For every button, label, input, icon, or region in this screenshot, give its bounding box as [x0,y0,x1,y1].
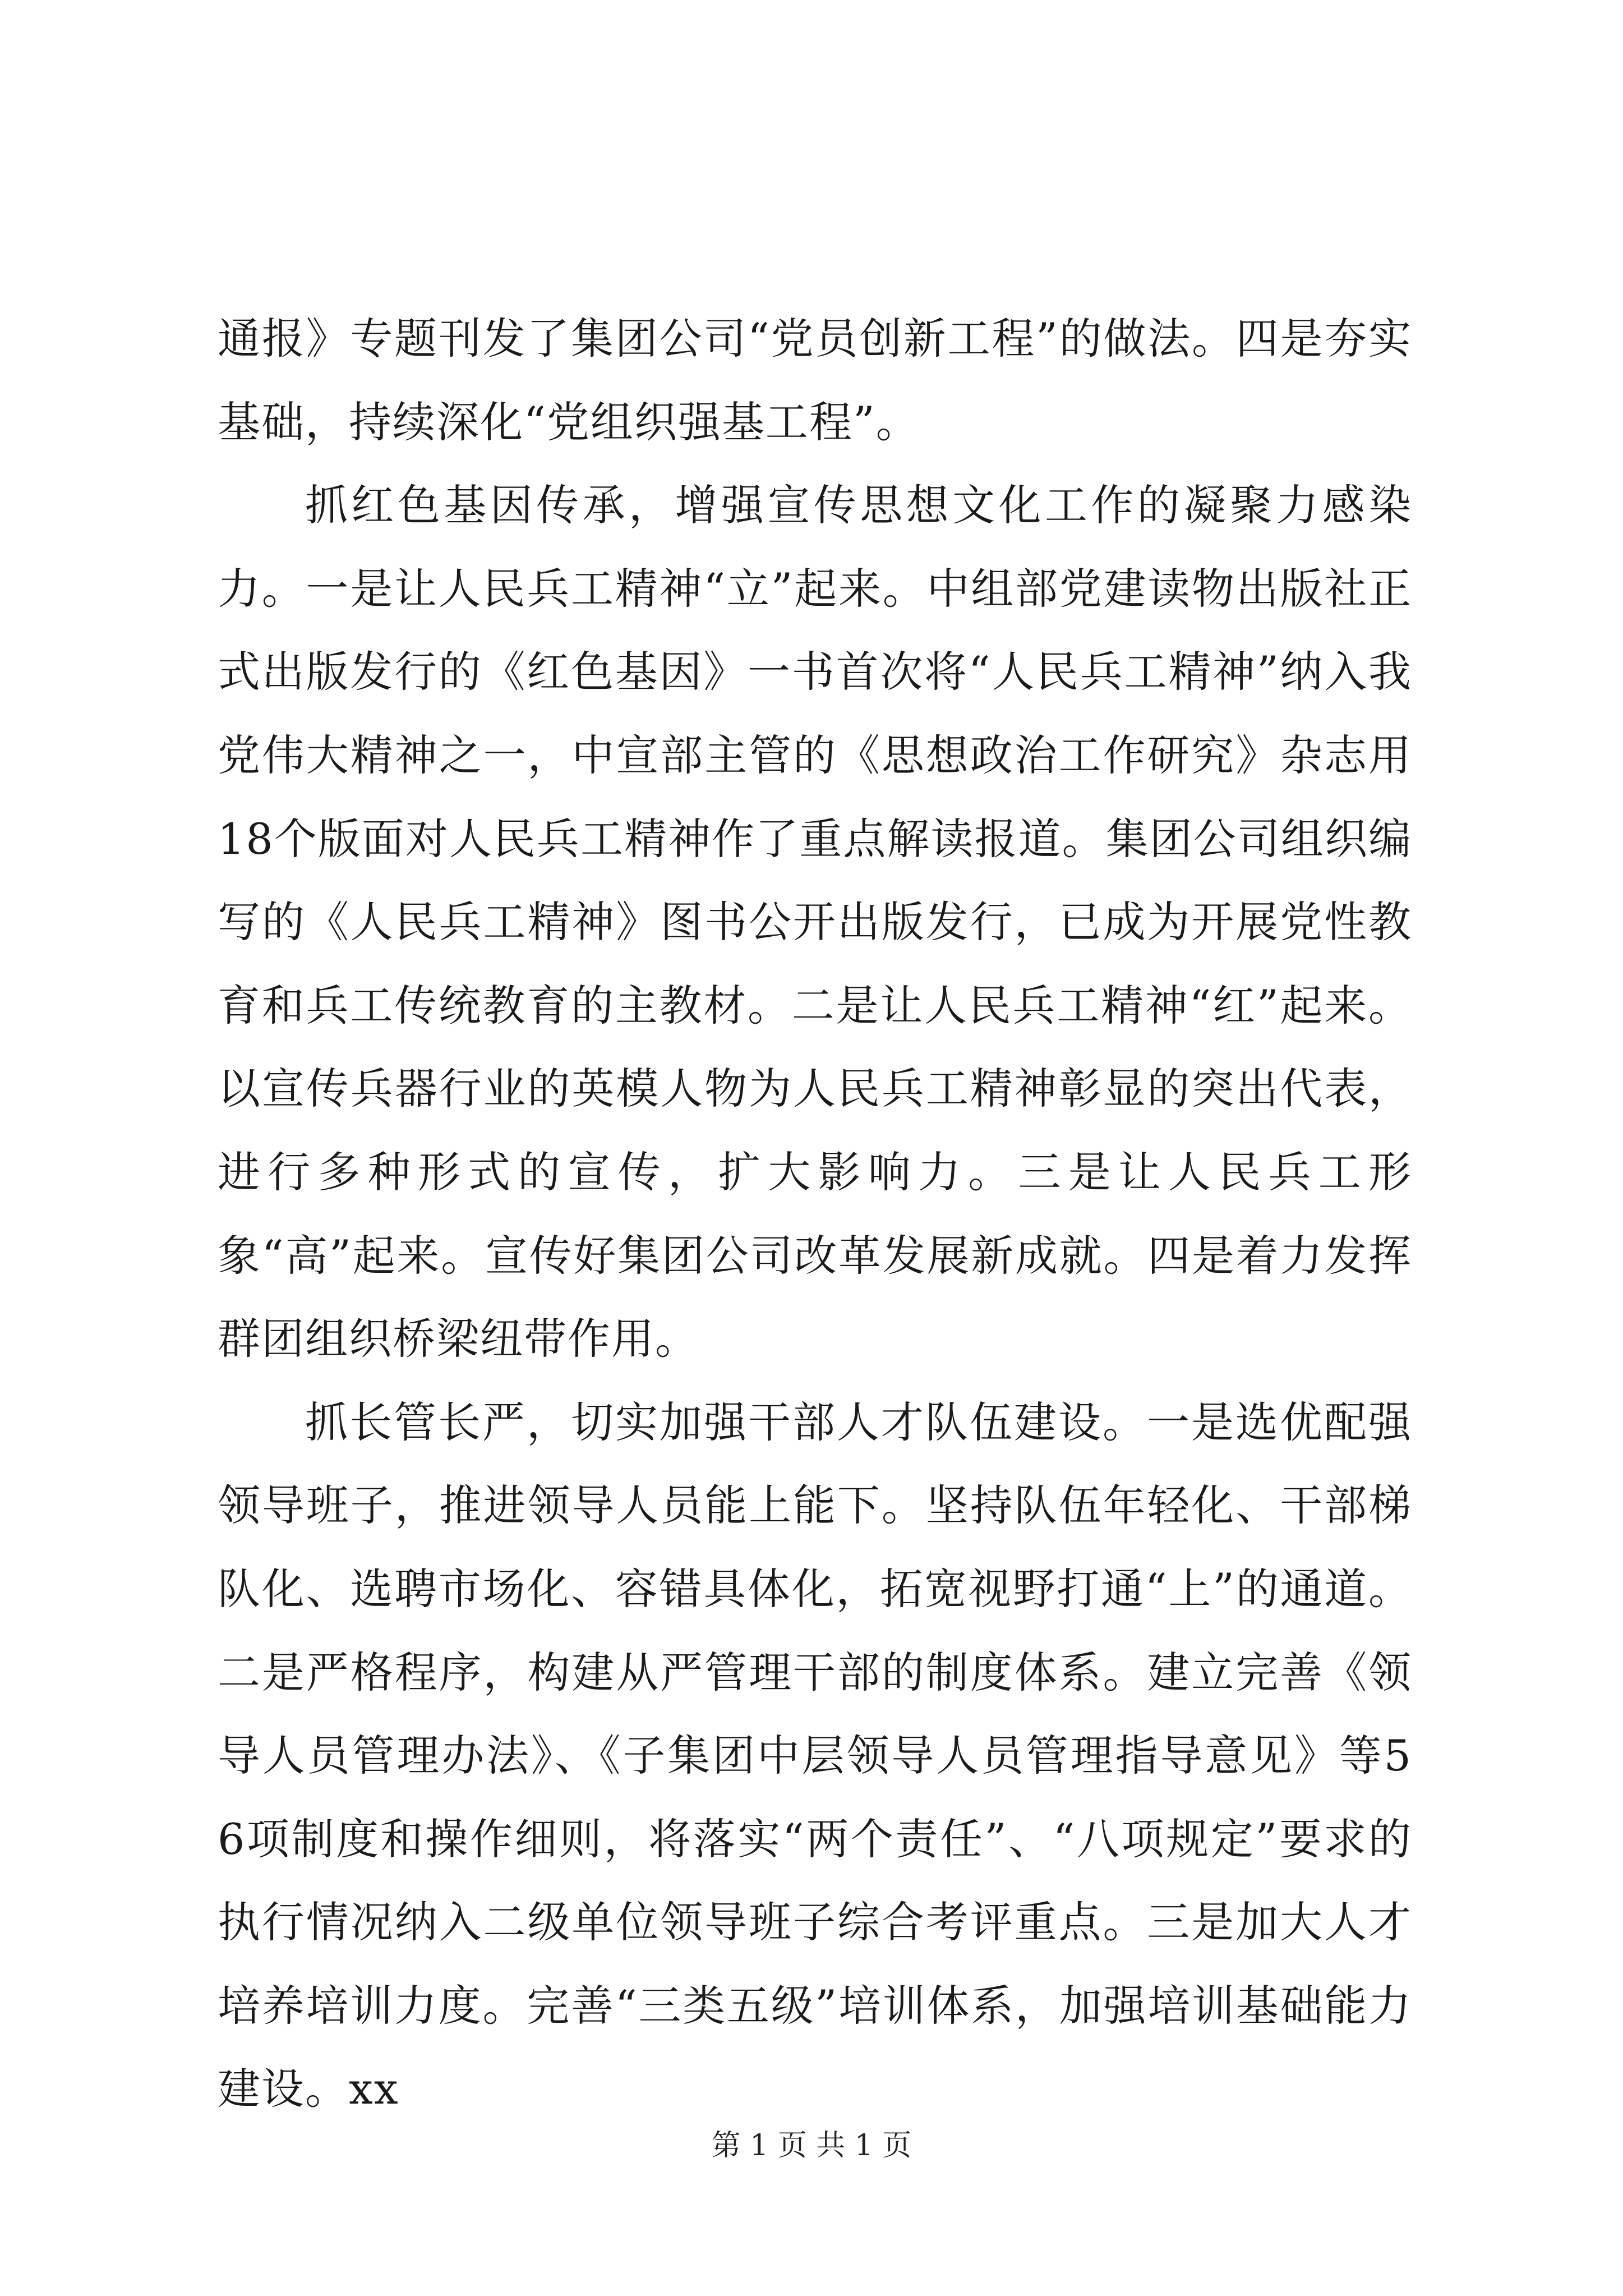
paragraph-cadre-building: 抓长管长严，切实加强干部人才队伍建设。一是选优配强领导班子，推进领导人员能上能下。坚持队伍年轻化、干部梯队化、选聘市场化、容错具体化，拓宽视野打通“上”的通道。二是严格程序，构建从严管理干部的制度体系。建立完善《领导人员管理办法》、《子集团中层领导人员管理指导意见》等56项制度和操作细则，将落实“两个责任”、“八项规定”要求的执行情况纳入二级单位领导班子综合考评重点。三是加大人才培养培训力度。完善“三类五级”培训体系，加强培训基础能力建设。xx [218,1397,1412,2114]
page-footer: 第 1 页 共 1 页 [711,2129,912,2162]
document-body [218,297,1412,2131]
paragraph-red-gene: 抓红色基因传承，增强宣传思想文化工作的凝聚力感染力。一是让人民兵工精神“立”起来。中组部党建读物出版社正式出版发行的《红色基因》一书首次将“人民兵工精神”纳入我党伟大精神之一，中宣部主管的《思想政治工作研究》杂志用18个版面对人民兵工精神作了重点解读报道。集团公司组织编写的《人民兵工精神》图书公开出版发行，已成为开展党性教育和兵工传统教育的主教材。二是让人民兵工精神“红”起来。以宣传兵器行业的英模人物为人民兵工精神彰显的突出代表，进行多种形式的宣传，扩大影响力。三是让人民兵工形象“高”起来。宣传好集团公司改革发展新成就。四是着力发挥群团组织桥梁纽带作用。 [218,480,1412,1364]
paragraph-continuation: 通报》专题刊发了集团公司“党员创新工程”的做法。四是夯实基础，持续深化“党组织强基工程”。 [218,314,1412,447]
